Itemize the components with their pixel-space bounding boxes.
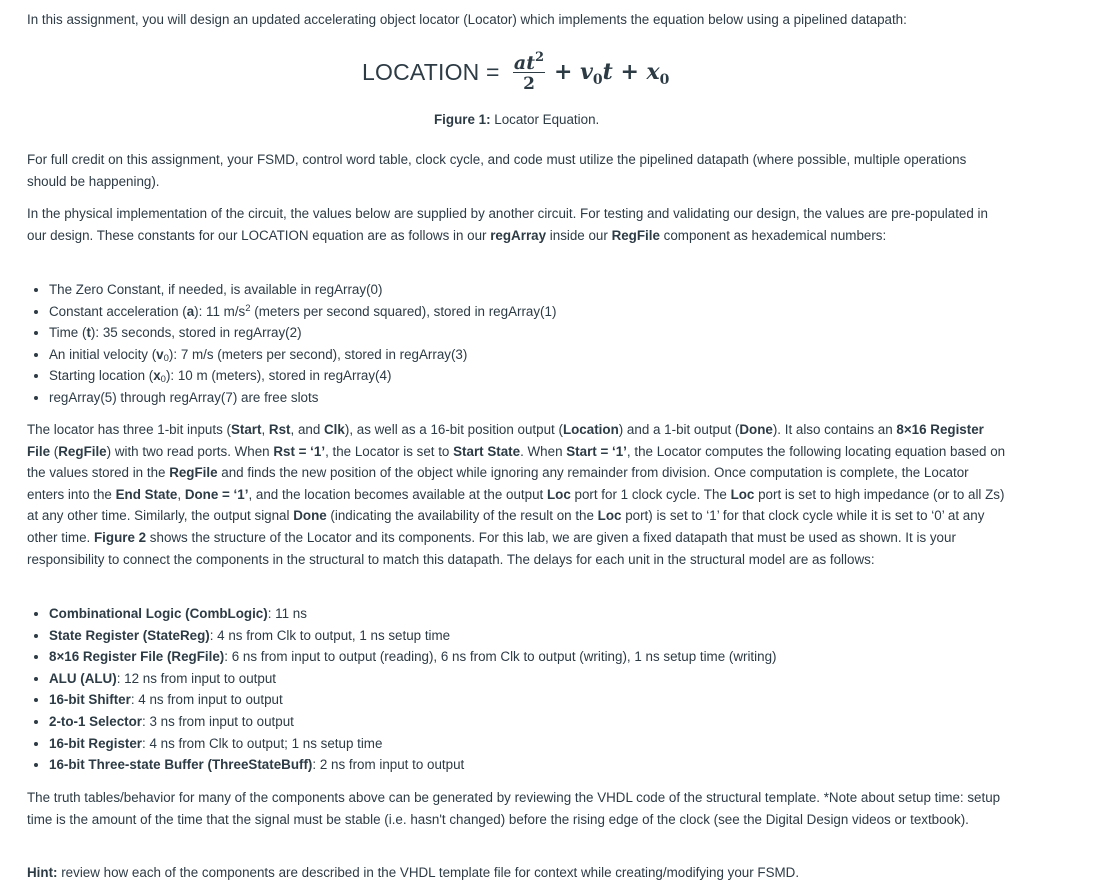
equation-lhs: LOCATION = <box>362 59 500 85</box>
equation-denominator: 2 <box>523 74 535 94</box>
list-item: • Combinational Logic (CombLogic): 11 ns <box>49 603 1029 625</box>
locator-paragraph: The locator has three 1-bit inputs (Start, Rst, and Clk), as well as a 16-bit position output (Location) and a 1-bit output (Done). It also contains an 8×16 Register File (RegFile) with two read ports. When Rst = ‘1’, the Locator is set to Start State. When Start = ‘1’, the Locator computes the following locating equation based on the values stored in the RegFile and finds the new position of the object while ignoring any remainder from division. Once computation is complete, the Locator enters into the End State, Done = ‘1’, and the location becomes available at the output Loc port for 1 clock cycle. The Loc port is set to high impedance (or to all Zs) at any other time. Similarly, the output signal Done (indicating the availability of the result on the Loc port) is set to ‘1’ for that clock cycle while it is set to ‘0’ at any other time. Figure 2 shows the structure of the Locator and its components. For this lab, we are given a fixed datapath that must be used as shown. It is your responsibility to connect the components in the structural to match this datapath. The delays for each unit in the structural model are as follows: <box>27 422 1006 567</box>
list-item: • 8×16 Register File (RegFile): 6 ns from input to output (reading), 6 ns from Clk to output (writing), 1 ns setup time (writing) <box>49 646 1029 668</box>
list-item: • The Zero Constant, if needed, is available in regArray(0) <box>49 279 1029 301</box>
equation-rhs: + $v_0t + x_0$ <box>554 59 670 88</box>
list-item: • 2-to-1 Selector: 3 ns from input to output <box>49 711 1029 733</box>
physical-paragraph: In the physical implementation of the circuit, the values below are supplied by another circuit. For testing and validating our design, the values are pre-populated in our design. These constants for our LOCATION equation are as follows in our regArray inside our RegFile component as hexademical numbers: <box>27 206 988 243</box>
list-item: • State Register (StateReg): 4 ns from Clk to output, 1 ns setup time <box>49 625 1029 647</box>
figure-caption: Figure 1: Locator Equation. <box>434 112 600 127</box>
list-item: • regArray(5) through regArray(7) are free slots <box>49 387 1029 409</box>
equation-numerator: $at^2$ <box>513 50 545 74</box>
list-item: • ALU (ALU): 12 ns from input to output <box>49 668 1029 690</box>
truth-paragraph: The truth tables/behavior for many of the components above can be generated by reviewing the VHDL code of the structural template. *Note about setup time: setup time is the amount of the time that the signal must be stable (i.e. hasn't changed) before the rising edge of the clock (see the Digital Design videos or textbook). <box>27 790 1001 827</box>
locator-equation <box>362 44 762 104</box>
equation-fraction <box>512 46 546 95</box>
list-item: • 16-bit Register: 4 ns from Clk to output; 1 ns setup time <box>49 733 1029 755</box>
hint-paragraph: Hint: review how each of the components are described in the VHDL template file for context while creating/modifying your FSMD. <box>27 865 800 880</box>
list-item: • Time (t): 35 seconds, stored in regArray(2) <box>49 322 1029 344</box>
list-item: • 16-bit Three-state Buffer (ThreeStateBuff): 2 ns from input to output <box>49 754 1029 776</box>
delays-list <box>27 603 1029 776</box>
intro-paragraph: In this assignment, you will design an updated accelerating object locator (Locator) which implements the equation below using a pipelined datapath: <box>27 12 907 27</box>
list-item: • 16-bit Shifter: 4 ns from input to output <box>49 689 1029 711</box>
constants-list <box>27 279 1029 409</box>
list-item: • Constant acceleration (a): 11 $m/s^2$ (meters per second squared), stored in regArray(1) <box>49 301 1029 323</box>
list-item: • An initial velocity $(v_0)$: 7 m/s (meters per second), stored in regArray(3) <box>49 344 1029 366</box>
list-item: • Starting location $(x_0)$: 10 m (meters), stored in regArray(4) <box>49 365 1029 387</box>
credit-paragraph: For full credit on this assignment, your FSMD, control word table, clock cycle, and code must utilize the pipelined datapath (where possible, multiple operations should be happening). <box>27 152 967 189</box>
